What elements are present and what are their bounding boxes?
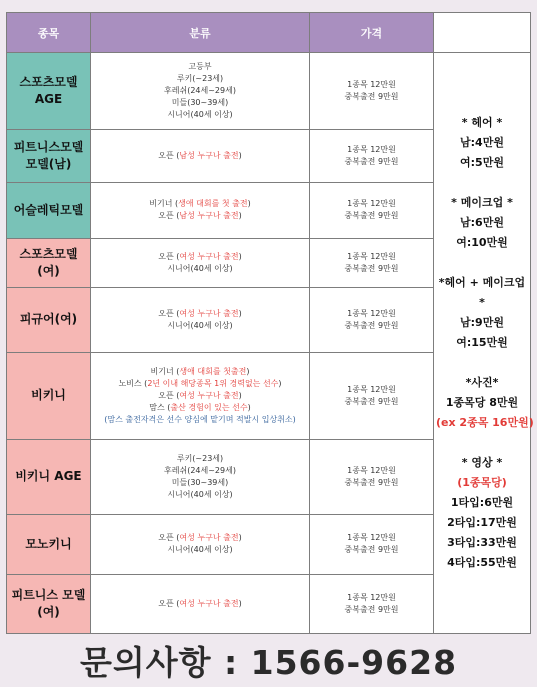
text-line: 오픈 (여성 누구나 출전) xyxy=(158,390,242,400)
text-line: 오픈 (여성 누구나 출전) xyxy=(158,308,242,318)
price-cell xyxy=(310,439,434,514)
text-line: 시니어(40세 이상) xyxy=(167,545,233,555)
text-line: * 메이크업 * xyxy=(451,196,513,209)
price-cell xyxy=(310,239,434,288)
price-single: 1종목 12만원 xyxy=(347,308,396,318)
text-line: 남:9만원 xyxy=(460,316,504,329)
category-cell: 스포츠모델 AGE xyxy=(7,53,91,130)
text-line: 4타입:55만원 xyxy=(447,556,517,569)
header-price: 가격 xyxy=(310,13,434,53)
category-cell: 피트니스 모델(여) xyxy=(7,575,91,634)
category-cell: 모노키니 xyxy=(7,514,91,575)
price-single: 1종목 12만원 xyxy=(347,199,396,209)
text-line: 오픈 (여성 누구나 출전) xyxy=(158,252,242,261)
category-cell: 비키니 xyxy=(7,352,91,439)
text-line: *헤어 + 메이크업 xyxy=(438,276,526,289)
price-duplicate: 중복출전 9만원 xyxy=(344,211,399,221)
text-line: * xyxy=(479,296,485,309)
text-line: 루키(~23세) xyxy=(176,73,224,83)
text-line: 시니어(40세 이상) xyxy=(167,320,233,330)
header-classification: 분류 xyxy=(91,13,310,53)
text-line: (1종목당) xyxy=(457,476,507,489)
price-duplicate: 중복출전 9만원 xyxy=(344,545,399,555)
price-duplicate: 중복출전 9만원 xyxy=(344,320,399,330)
price-duplicate: 중복출전 9만원 xyxy=(344,396,399,406)
text-line: 비기너 (생애 대회를 첫 출전) xyxy=(149,199,251,209)
table-row xyxy=(7,53,531,130)
classification-cell xyxy=(91,239,310,288)
text-line: (맘스 출전자격은 선수 양심에 맡기며 적발시 입상취소) xyxy=(104,414,296,424)
text-line: 비기너 (생애 대회를 첫출전) xyxy=(150,366,250,376)
text-line: 남:4만원 xyxy=(460,136,504,149)
classification-cell xyxy=(91,182,310,239)
extra-services-cell xyxy=(434,53,534,634)
text-line: 2타입:17만원 xyxy=(447,516,517,529)
text-line: 여:5만원 xyxy=(460,156,504,169)
text-line: 루키(~23세) xyxy=(176,453,224,463)
classification-cell xyxy=(91,352,310,439)
price-cell xyxy=(310,129,434,182)
text-line: 시니어(40세 이상) xyxy=(167,489,233,499)
classification-cell xyxy=(91,287,310,352)
price-duplicate: 중복출전 9만원 xyxy=(344,91,399,101)
price-single: 1종목 12만원 xyxy=(347,533,396,543)
price-cell xyxy=(310,182,434,239)
price-single: 1종목 12만원 xyxy=(347,144,396,154)
price-single: 1종목 12만원 xyxy=(347,384,396,394)
header-category: 종목 xyxy=(7,13,91,53)
text-line: 고등부 xyxy=(188,61,212,71)
text-line: * 헤어 * xyxy=(461,116,503,129)
price-duplicate: 중복출전 9만원 xyxy=(344,264,399,273)
header-blank xyxy=(434,13,531,53)
text-line xyxy=(436,173,528,193)
price-single: 1종목 12만원 xyxy=(347,252,396,261)
text-line: 미들(30~39세) xyxy=(171,477,229,487)
text-line: 시니어(40세 이상) xyxy=(167,264,233,273)
category-cell: 피트니스모델 모델(남) xyxy=(7,129,91,182)
text-line: 시니어(40세 이상) xyxy=(167,109,233,119)
text-line: 미들(30~39세) xyxy=(171,97,229,107)
text-line: 후레쉬(24세~29세) xyxy=(164,85,236,95)
category-cell: 어슬레틱모델 xyxy=(7,182,91,239)
price-duplicate: 중복출전 9만원 xyxy=(344,156,399,166)
contact-phone: 문의사항 : 1566-9628 xyxy=(79,643,458,682)
text-line: 오픈 (남성 누구나 출전) xyxy=(158,211,242,221)
text-line: 남:6만원 xyxy=(460,216,504,229)
text-line: 오픈 (여성 누구나 출전) xyxy=(158,599,242,609)
classification-cell xyxy=(91,439,310,514)
classification-cell xyxy=(91,129,310,182)
table-header-row xyxy=(7,13,531,53)
text-line: 3타입:33만원 xyxy=(447,536,517,549)
price-cell xyxy=(310,514,434,575)
text-line: 맘스 (출산 경험이 있는 선수) xyxy=(149,402,251,412)
text-line: (ex 2종목 16만원) xyxy=(436,416,534,429)
classification-cell xyxy=(91,514,310,575)
price-single: 1종목 12만원 xyxy=(347,465,396,475)
text-line: 오픈 (여성 누구나 출전) xyxy=(158,533,242,543)
text-line: 노비스 (2년 이내 해당종목 1위 경력없는 선수) xyxy=(118,378,282,388)
text-line: 여:15만원 xyxy=(456,336,508,349)
category-cell: 피규어(여) xyxy=(7,287,91,352)
text-line: 후레쉬(24세~29세) xyxy=(164,465,236,475)
text-line: 1종목당 8만원 xyxy=(445,396,519,409)
text-line xyxy=(436,253,528,273)
price-cell xyxy=(310,287,434,352)
price-cell xyxy=(310,352,434,439)
price-single: 1종목 12만원 xyxy=(347,593,396,603)
text-line: 오픈 (남성 누구나 출전) xyxy=(158,150,242,160)
category-cell: 비키니 AGE xyxy=(7,439,91,514)
category-cell: 스포츠모델(여) xyxy=(7,239,91,288)
text-line: 1타입:6만원 xyxy=(450,496,514,509)
classification-cell xyxy=(91,575,310,634)
text-line: * 영상 * xyxy=(461,456,503,469)
text-line xyxy=(436,353,528,373)
text-line: *사진* xyxy=(465,376,499,389)
classification-cell xyxy=(91,53,310,130)
text-line xyxy=(436,433,528,453)
text-line: 여:10만원 xyxy=(456,236,508,249)
price-cell xyxy=(310,575,434,634)
price-duplicate: 중복출전 9만원 xyxy=(344,477,399,487)
price-table xyxy=(6,12,534,634)
price-single: 1종목 12만원 xyxy=(347,79,396,89)
price-cell xyxy=(310,53,434,130)
price-duplicate: 중복출전 9만원 xyxy=(344,605,399,615)
